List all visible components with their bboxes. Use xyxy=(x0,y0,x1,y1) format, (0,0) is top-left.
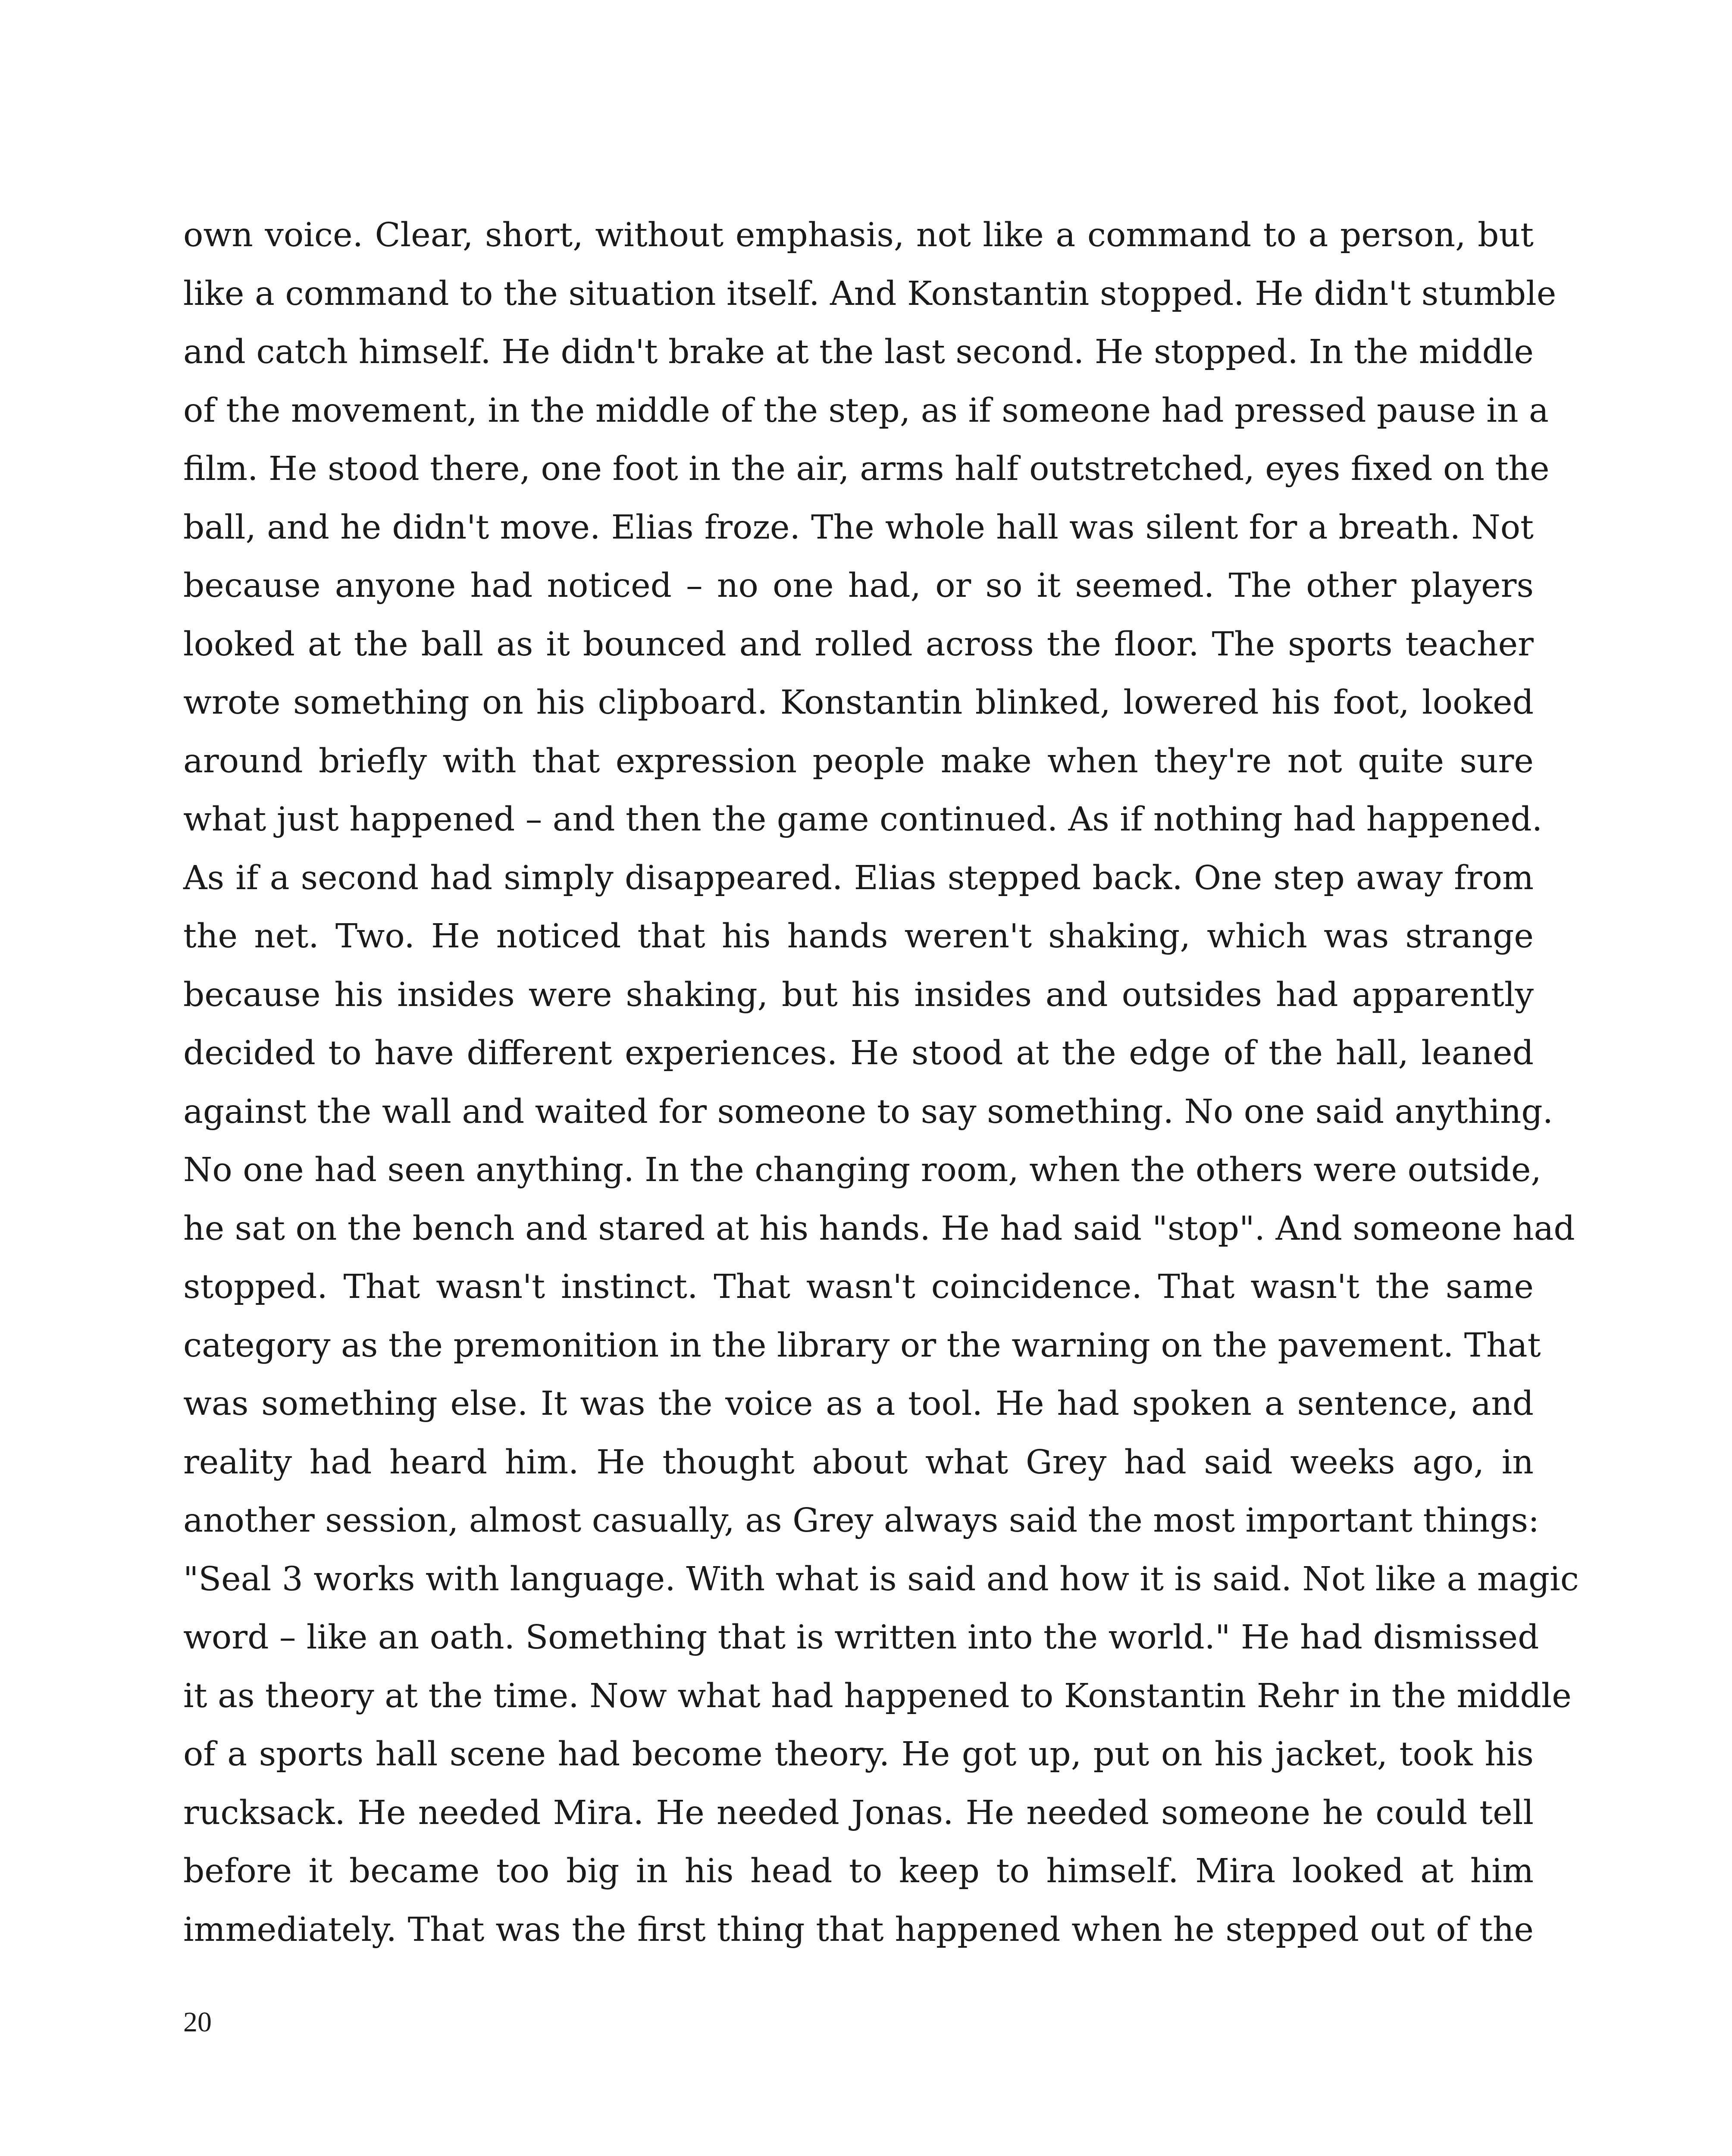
text-line: around briefly with that expression people make when they're not quite sure xyxy=(183,742,1534,780)
text-line: against the wall and waited for someone to say something. No one said anything. xyxy=(183,1092,1553,1131)
text-line: decided to have different experiences. He stood at the edge of the hall, leaned xyxy=(183,1034,1534,1072)
text-line: category as the premonition in the library or the warning on the pavement. That xyxy=(183,1326,1541,1365)
text-line: stopped. That wasn't instinct. That wasn't coincidence. That wasn't the same xyxy=(183,1268,1534,1306)
page-number: 20 xyxy=(183,2006,212,2038)
text-line: "Seal 3 works with language. With what is said and how it is said. Not like a magic xyxy=(183,1560,1579,1598)
text-line: and catch himself. He didn't brake at the last second. He stopped. In the middle xyxy=(183,333,1534,371)
text-line: rucksack. He needed Mira. He needed Jonas. He needed someone he could tell xyxy=(183,1793,1534,1832)
text-line: he sat on the bench and stared at his hands. He had said "stop". And someone had xyxy=(183,1209,1575,1248)
text-line: it as theory at the time. Now what had happened to Konstantin Rehr in the middle xyxy=(183,1677,1572,1715)
text-line: No one had seen anything. In the changing room, when the others were outside, xyxy=(183,1151,1541,1189)
text-line: own voice. Clear, short, without emphasis, not like a command to a person, but xyxy=(183,216,1534,254)
text-line: As if a second had simply disappeared. Elias stepped back. One step away from xyxy=(183,859,1534,897)
text-line: was something else. It was the voice as a tool. He had spoken a sentence, and xyxy=(183,1385,1534,1423)
text-line: because his insides were shaking, but his insides and outsides had apparently xyxy=(183,975,1534,1014)
text-line: of a sports hall scene had become theory. He got up, put on his jacket, took his xyxy=(183,1735,1534,1774)
text-line: because anyone had noticed – no one had, or so it seemed. The other players xyxy=(183,567,1534,605)
text-line: looked at the ball as it bounced and rolled across the floor. The sports teacher xyxy=(183,625,1534,664)
text-line: word – like an oath. Something that is written into the world." He had dismissed xyxy=(183,1618,1539,1657)
text-line: like a command to the situation itself. And Konstantin stopped. He didn't stumble xyxy=(183,274,1557,313)
text-line: another session, almost casually, as Grey always said the most important things: xyxy=(183,1501,1540,1540)
text-line: ball, and he didn't move. Elias froze. The whole hall was silent for a breath. Not xyxy=(183,508,1534,547)
text-line: wrote something on his clipboard. Konstantin blinked, lowered his foot, looked xyxy=(183,683,1534,722)
text-line: what just happened – and then the game continued. As if nothing had happened. xyxy=(183,800,1543,839)
text-line: of the movement, in the middle of the step, as if someone had pressed pause in a xyxy=(183,391,1549,430)
text-line: the net. Two. He noticed that his hands weren't shaking, which was strange xyxy=(183,917,1534,956)
text-line: reality had heard him. He thought about what Grey had said weeks ago, in xyxy=(183,1443,1534,1482)
body-text xyxy=(183,206,1579,1959)
text-line: film. He stood there, one foot in the air, arms half outstretched, eyes fixed on the xyxy=(183,450,1550,488)
text-line: immediately. That was the first thing that happened when he stepped out of the xyxy=(183,1910,1534,1949)
text-line: before it became too big in his head to keep to himself. Mira looked at him xyxy=(183,1852,1534,1890)
